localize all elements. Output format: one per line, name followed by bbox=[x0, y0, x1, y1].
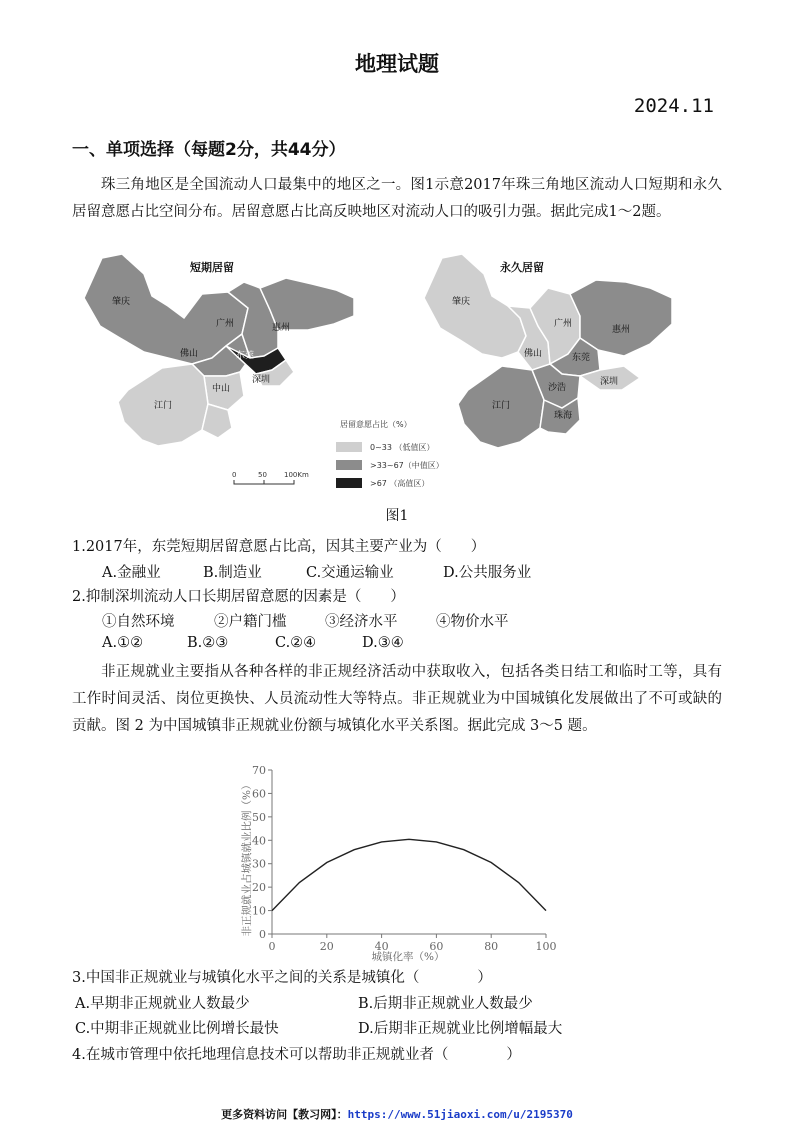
chart-x-axis-label: 城镇化率（%） bbox=[371, 951, 445, 963]
q1-option-c: C.交通运输业 bbox=[306, 565, 394, 581]
chart-y-tick-label: 0 bbox=[259, 928, 266, 941]
q2-factor-3: ③经济水平 bbox=[325, 614, 398, 630]
scale-label-0: 0 bbox=[232, 471, 237, 479]
map-left-label-guangzhou: 广州 bbox=[216, 319, 235, 329]
figure-2-chart bbox=[236, 762, 566, 964]
q3-option-a: A.早期非正规就业人数最少 bbox=[75, 996, 250, 1012]
chart-y-tick-label: 50 bbox=[252, 810, 266, 824]
map-right-label-guangzhou: 广州 bbox=[554, 319, 573, 329]
map-right-label-zhuhai: 珠海 bbox=[554, 411, 573, 421]
map-left-title: 短期居留 bbox=[190, 261, 234, 274]
q2-option-c: C.②④ bbox=[275, 635, 317, 651]
q2-option-d: D.③④ bbox=[362, 635, 404, 651]
chart-x-tick-label: 20 bbox=[319, 940, 334, 953]
chart-y-axis-label: 非正规就业占城镇就业比例（%） bbox=[241, 779, 253, 937]
map-left-label-shenzhen: 深圳 bbox=[252, 375, 271, 385]
chart-y-tick-label: 70 bbox=[252, 764, 266, 777]
q3-stem: 3.中国非正规就业与城镇化水平之间的关系是城镇化（ ） bbox=[72, 970, 492, 986]
map-left-label-zhaoqing: 肇庆 bbox=[112, 297, 131, 307]
legend-item-high: >67 （高值区） bbox=[370, 479, 430, 488]
page-title: 地理试题 bbox=[355, 52, 439, 76]
q1-option-a: A.金融业 bbox=[102, 565, 161, 581]
map-right-label-zhaoqing: 肇庆 bbox=[452, 297, 471, 307]
page-footer bbox=[0, 1106, 794, 1122]
figure-1-maps bbox=[72, 246, 722, 496]
footer-link[interactable]: https://www.51jiaoxi.com/u/2195370 bbox=[347, 1108, 573, 1121]
map-left-label-foshan: 佛山 bbox=[180, 349, 199, 359]
chart-x-tick-label: 0 bbox=[268, 940, 276, 953]
chart-y-tick-label: 30 bbox=[252, 857, 266, 871]
q2-factor-2: ②户籍门槛 bbox=[214, 614, 287, 630]
q2-factor-4: ④物价水平 bbox=[436, 614, 509, 630]
section-heading: 一、单项选择（每题2分，共44分） bbox=[72, 140, 346, 160]
footer-prefix: 更多资料访问【教习网】： bbox=[221, 1108, 348, 1121]
legend-item-low: 0~33 （低值区） bbox=[370, 443, 435, 452]
map-right-label-dongguan: 东莞 bbox=[572, 353, 591, 363]
map-right-title: 永久居留 bbox=[500, 261, 544, 274]
legend-title: 居留意愿占比（%） bbox=[340, 420, 412, 429]
chart-x-tick-label: 40 bbox=[374, 940, 389, 953]
map-long-term bbox=[424, 254, 672, 448]
exam-date: 2024.11 bbox=[633, 95, 714, 117]
chart-y-tick-label: 40 bbox=[252, 834, 266, 848]
chart-series-line bbox=[272, 839, 546, 910]
intro-paragraph-2: 非正规就业主要指从各种各样的非正规经济活动中获取收入，包括各类日结工和临时工等，具有工作时间灵活、岗位更换快、人员流动性大等特点。非正规就业为中国城镇化发展做出了不可或缺的贡献。图 2 为中国城镇非正规就业份额与城镇化水平关系图。据此完成 3～5 题。 bbox=[72, 664, 722, 734]
q1-option-b: B.制造业 bbox=[203, 565, 262, 581]
map-left-label-jiangmen: 江门 bbox=[154, 401, 173, 411]
q1-option-d: D.公共服务业 bbox=[443, 565, 532, 581]
q3-option-d: D.后期非正规就业比例增幅最大 bbox=[358, 1021, 563, 1037]
q2-factor-1: ①自然环境 bbox=[102, 614, 175, 630]
chart-y-tick-label: 10 bbox=[252, 904, 266, 918]
map-scale-bar bbox=[232, 471, 309, 484]
chart-x-tick-label: 60 bbox=[429, 940, 444, 953]
intro-paragraph-1: 珠三角地区是全国流动人口最集中的地区之一。图1示意2017年珠三角地区流动人口短期和永久居留意愿占比空间分布。居留意愿占比高反映地区对流动人口的吸引力强。据此完成1～2题。 bbox=[72, 177, 722, 220]
chart-x-tick-label: 80 bbox=[484, 940, 499, 953]
map-right-label-shenzhen: 深圳 bbox=[600, 377, 619, 387]
map-right-label-foshan: 佛山 bbox=[524, 349, 543, 359]
scale-label-50: 50 bbox=[258, 471, 267, 479]
q3-option-c: C.中期非正规就业比例增长最快 bbox=[75, 1021, 279, 1037]
q3-option-b: B.后期非正规就业人数最少 bbox=[358, 996, 533, 1012]
legend-swatch-low bbox=[336, 442, 362, 452]
q4-stem: 4.在城市管理中依托地理信息技术可以帮助非正规就业者（ ） bbox=[72, 1047, 521, 1063]
figure-1-caption: 图1 bbox=[385, 508, 409, 524]
scale-label-100: 100Km bbox=[284, 471, 309, 479]
chart-y-tick-label: 60 bbox=[252, 787, 266, 801]
legend-swatch-high bbox=[336, 478, 362, 488]
map-right-label-shahao: 沙浩 bbox=[548, 383, 567, 393]
map-left-label-huizhou: 惠州 bbox=[272, 323, 291, 333]
map-legend bbox=[336, 419, 444, 488]
chart-x-tick-label: 100 bbox=[535, 940, 557, 953]
q2-option-a: A.①② bbox=[102, 635, 144, 651]
q2-stem: 2.抑制深圳流动人口长期居留意愿的因素是（ ） bbox=[72, 589, 405, 605]
map-right-label-huizhou: 惠州 bbox=[612, 325, 631, 335]
chart-y-tick-label: 20 bbox=[252, 881, 266, 895]
map-short-term bbox=[84, 254, 354, 446]
map-left-label-zhongshan: 中山 bbox=[212, 384, 231, 394]
legend-item-mid: >33~67（中值区） bbox=[370, 461, 444, 470]
q2-option-b: B.②③ bbox=[187, 635, 229, 651]
map-left-label-dongguan: 东莞 bbox=[236, 351, 255, 361]
q1-stem: 1.2017年，东莞短期居留意愿占比高，因其主要产业为（ ） bbox=[72, 539, 486, 555]
legend-swatch-mid bbox=[336, 460, 362, 470]
map-right-label-jiangmen: 江门 bbox=[492, 401, 511, 411]
